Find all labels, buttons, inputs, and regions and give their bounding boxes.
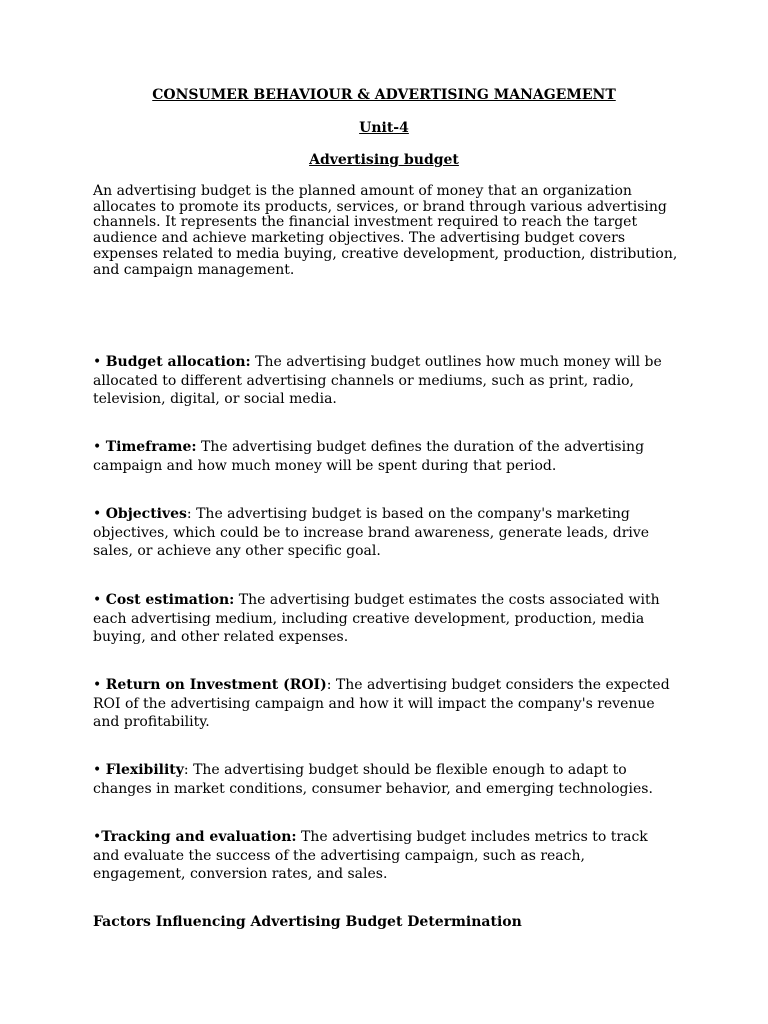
bullet-text: : The advertising budget is based on the company's marketing objectives, which could be to increase brand awareness, generate leads, drive sales, or achieve any other specific goal. (93, 506, 650, 559)
bullet-tracking-evaluation (93, 828, 678, 884)
bullet-lead: Budget allocation: (105, 354, 251, 370)
bullet-lead: Timeframe: (105, 439, 197, 455)
bullet-lead: Cost estimation: (105, 592, 235, 608)
intro-paragraph: An advertising budget is the planned amount of money that an organization allocates to promote its products, services, or brand through various advertising channels. It represents the financial investment required to reach the target audience and achieve marketing objectives. The advertising budget covers expenses related to media buying, creative development, production, distribution, and campaign management. (93, 183, 678, 278)
document-title: CONSUMER BEHAVIOUR & ADVERTISING MANAGEMENT (152, 87, 616, 103)
bullet-marker: • (93, 829, 102, 845)
bullet-text: The advertising budget estimates the costs associated with each advertising medium, including creative development, production, media buying, and other related expenses. (93, 592, 660, 645)
bullet-text: The advertising budget defines the duration of the advertising campaign and how much money will be spent during that period. (93, 439, 645, 474)
bullet-objectives (93, 505, 678, 561)
bullet-lead: Objectives (105, 506, 187, 522)
bullet-marker: • (93, 762, 106, 778)
section-heading: Advertising budget (309, 152, 459, 168)
bullet-text: : The advertising budget considers the expected ROI of the advertising campaign and how it will impact the company's revenue and profitability. (93, 677, 670, 730)
bullet-lead: Flexibility (105, 762, 184, 778)
bullet-lead: Return on Investment (ROI) (105, 677, 327, 693)
bullet-lead: Tracking and evaluation: (101, 829, 297, 845)
bullet-marker: • (93, 592, 106, 608)
bullet-flexibility (93, 761, 678, 798)
bullet-roi (93, 676, 678, 732)
bullet-marker: • (93, 439, 106, 455)
bullet-text: : The advertising budget should be flexible enough to adapt to changes in market conditions, consumer behavior, and emerging technologies. (93, 762, 653, 797)
unit-heading: Unit-4 (359, 120, 409, 136)
bullet-marker: • (93, 354, 106, 370)
factors-heading: Factors Influencing Advertising Budget Determination (93, 914, 522, 930)
bullet-budget-allocation (93, 353, 678, 409)
bullet-cost-estimation (93, 591, 678, 647)
bullet-marker: • (93, 506, 106, 522)
bullet-marker: • (93, 677, 106, 693)
bullet-text: The advertising budget includes metrics to track and evaluate the success of the advertising campaign, such as reach, engagement, conversion rates, and sales. (93, 829, 648, 882)
bullet-timeframe (93, 438, 678, 475)
bullet-text: The advertising budget outlines how much money will be allocated to different advertising channels or mediums, such as print, radio, television, digital, or social media. (93, 354, 662, 407)
